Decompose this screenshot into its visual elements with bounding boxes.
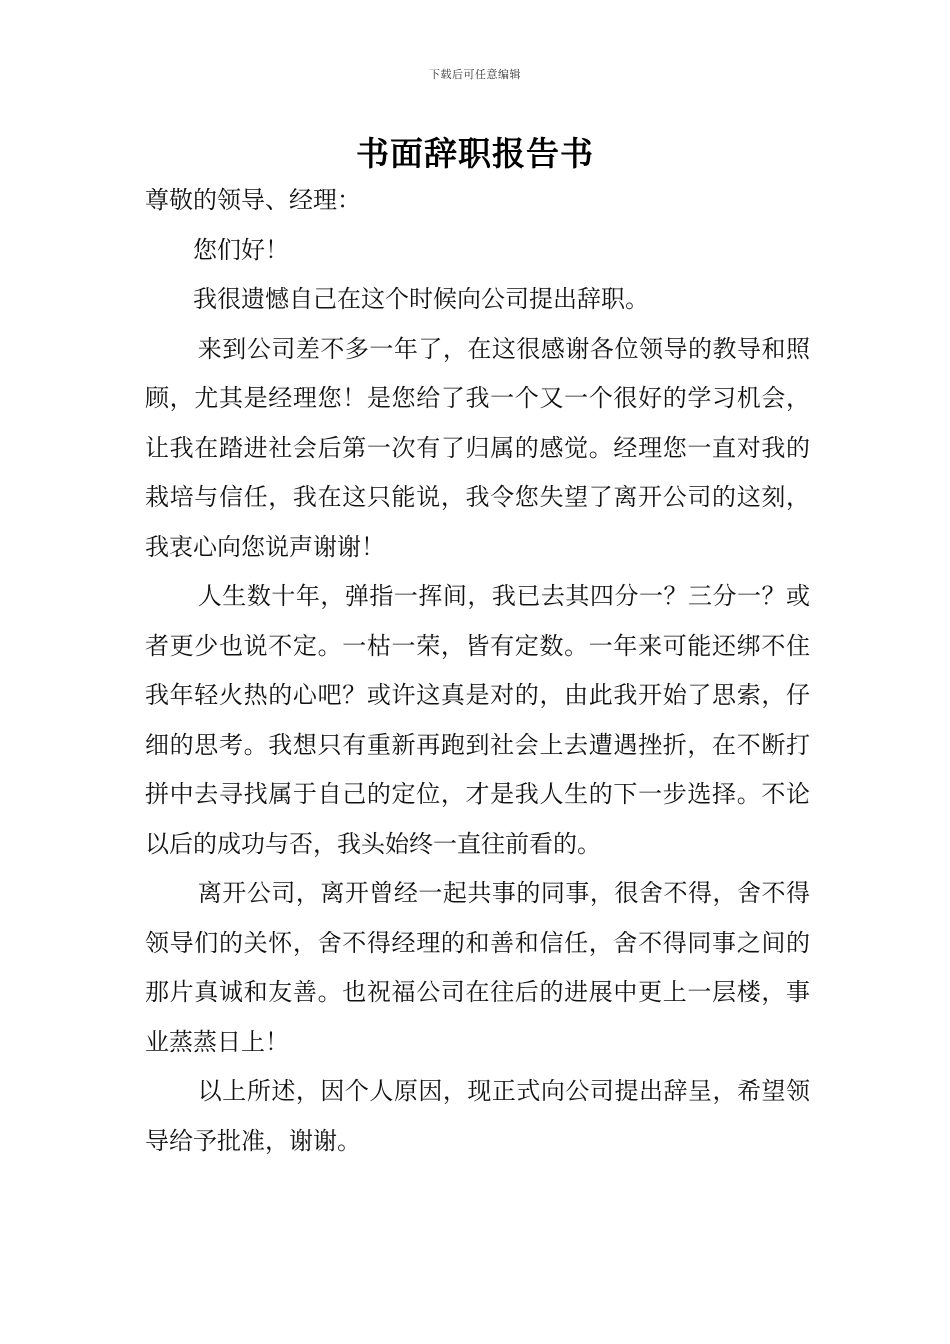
- paragraph-greeting: 您们好！: [193, 235, 289, 264]
- salutation: 尊敬的领导、经理：: [145, 186, 361, 214]
- document-title: 书面辞职报告书: [356, 134, 594, 173]
- paragraph-request: 以上所述，因个人原因，现正式向公司提出辞呈，希望领导给予批准，谢谢。: [145, 1077, 810, 1155]
- document-body: [145, 176, 810, 1166]
- paragraph-intent: 我很遗憾自己在这个时候向公司提出辞职。: [193, 285, 649, 313]
- paragraph-farewell: 离开公司，离开曾经一起共事的同事，很舍不得，舍不得领导们的关怀，舍不得经理的和善和信任，舍不得同事之间的那片真诚和友善。也祝福公司在往后的进展中更上一层楼，事业蒸蒸日上！: [145, 879, 810, 1056]
- paragraph-reflection: 人生数十年，弹指一挥间，我已去其四分一？三分一？或者更少也说不定。一枯一荣，皆有定数。一年来可能还绑不住我年轻火热的心吧？或许这真是对的，由此我开始了思索，仔细的思考。我想只有重新再跑到社会上去遭遇挫折，在不断打拼中去寻找属于自己的定位，才是我人生的下一步选择。不论以后的成功与否，我头始终一直往前看的。: [145, 582, 810, 858]
- paragraph-gratitude: 来到公司差不多一年了，在这很感谢各位领导的教导和照顾，尤其是经理您！是您给了我一个又一个很好的学习机会，让我在踏进社会后第一次有了归属的感觉。经理您一直对我的栽培与信任，我在这只能说，我令您失望了离开公司的这刻，我衷心向您说声谢谢！: [145, 334, 810, 561]
- header-note: 下载后可任意编辑: [429, 68, 521, 81]
